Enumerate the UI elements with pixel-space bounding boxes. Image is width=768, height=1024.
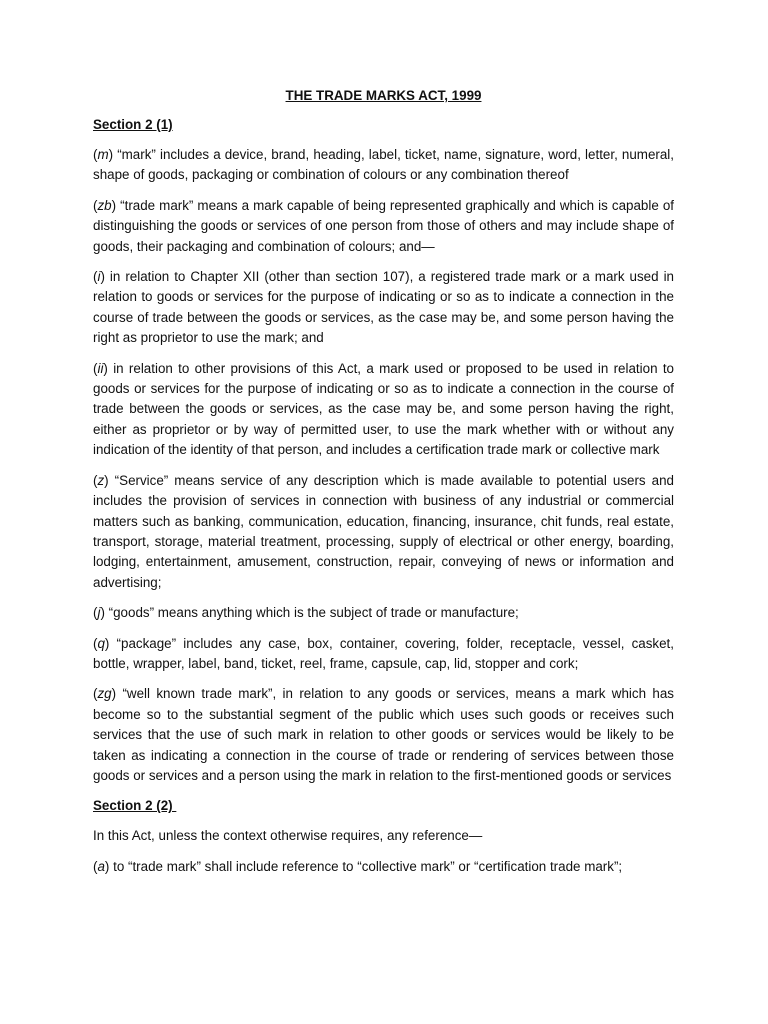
clause-a: (a) to “trade mark” shall include reference to “collective mark” or “certification trade mark”; bbox=[93, 858, 623, 874]
document-title: THE TRADE MARKS ACT, 1999 bbox=[285, 88, 482, 103]
clause-text: “Service” means service of any description which is made available to potential users and includes the provision of services in connection with business of any industrial or commercial matters such as banking, communication, education, financing, insurance, chit funds, real estate, transport, storage, material treatment, processing, supply of electrical or other energy, boarding, lodging, entertainment, amusement, construction, repair, conveying of news or information and advertising; bbox=[93, 472, 674, 590]
clause-j: (j) “goods” means anything which is the subject of trade or manufacture; bbox=[93, 605, 519, 621]
clause-i: (i) in relation to Chapter XII (other than section 107), a registered trade mark or a mark used in relation to goods or services for the purpose of indicating or so as to indicate a connection in the course of trade between the goods or services, as the case may be, and some person having the right as proprietor to use the mark; and bbox=[93, 269, 674, 346]
clause-text: in relation to Chapter XII (other than section 107), a registered trade mark or a mark used in relation to goods or services for the purpose of indicating or so as to indicate a connection in the course of trade between the goods or services, as the case may be, and some person having the right as proprietor to use the mark; and bbox=[93, 269, 674, 346]
clause-zb: (zb) “trade mark” means a mark capable of being represented graphically and which is capable of distinguishing the goods or services of one person from those of others and may include shape of goods, their packaging and combination of colours; and— bbox=[93, 197, 674, 254]
clause-letter: m bbox=[97, 147, 109, 162]
clause-text: to “trade mark” shall include reference to “collective mark” or “certification trade mark”; bbox=[109, 858, 623, 874]
document-page bbox=[93, 86, 674, 887]
clause-letter: a bbox=[97, 858, 105, 874]
clause-letter: zg bbox=[97, 686, 112, 702]
clause-letter: j bbox=[97, 605, 101, 621]
clause-letter: z bbox=[97, 472, 105, 488]
clause-letter: zb bbox=[97, 197, 112, 213]
clause-text: “well known trade mark”, in relation to any goods or services, means a mark which has become so to the substantial segment of the public which uses such goods or receives such services that the use of such mark in relation to other goods or services would be likely to be taken as indicating a connection in the course of trade or rendering of services between those goods or services and a person using the mark in relation to the first-mentioned goods or services bbox=[93, 686, 674, 783]
clause-ii: (ii) in relation to other provisions of this Act, a mark used or proposed to be used in relation to goods or services for the purpose of indicating or so as to indicate a connection in the course of trade between the goods or services, as the case may be, and some person having the right, either as proprietor or by way of permitted user, to use the mark whether with or without any indication of the identity of that person, and includes a certification trade mark or collective mark bbox=[93, 360, 674, 458]
section-heading-2-2: Section 2 (2) bbox=[93, 798, 177, 814]
clause-m: (m) “mark” includes a device, brand, heading, label, ticket, name, signature, word, letter, numeral, shape of goods, packaging or combination of colours or any combination thereof bbox=[93, 147, 674, 183]
clause-letter: q bbox=[97, 635, 105, 651]
clause-letter: i bbox=[97, 269, 101, 285]
clause-zg: (zg) “well known trade mark”, in relation to any goods or services, means a mark which has become so to the substantial segment of the public which uses such goods or receives such services that the use of such mark in relation to other goods or services would be likely to be taken as indicating a connection in the course of trade or rendering of services between those goods or services and a person using the mark in relation to the first-mentioned goods or services bbox=[93, 686, 674, 783]
clause-q: (q) “package” includes any case, box, container, covering, folder, receptacle, vessel, casket, bottle, wrapper, label, band, ticket, reel, frame, capsule, cap, lid, stopper and cork; bbox=[93, 635, 674, 671]
clause-letter: ii bbox=[97, 360, 104, 376]
clause-text: “mark” includes a device, brand, heading, label, ticket, name, signature, word, letter, numeral, shape of goods, packaging or combination of colours or any combination thereof bbox=[93, 147, 674, 183]
clause-z: (z) “Service” means service of any description which is made available to potential users and includes the provision of services in connection with business of any industrial or commercial matters such as banking, communication, education, financing, insurance, chit funds, real estate, transport, storage, material treatment, processing, supply of electrical or other energy, boarding, lodging, entertainment, amusement, construction, repair, conveying of news or information and advertising; bbox=[93, 472, 674, 590]
clause-text: “goods” means anything which is the subject of trade or manufacture; bbox=[104, 605, 519, 621]
clause-text: “package” includes any case, box, container, covering, folder, receptacle, vessel, casket, bottle, wrapper, label, band, ticket, reel, frame, capsule, cap, lid, stopper and cork; bbox=[93, 635, 674, 671]
section-heading-2-1: Section 2 (1) bbox=[93, 117, 173, 132]
clause-text: in relation to other provisions of this Act, a mark used or proposed to be used in relation to goods or services for the purpose of indicating or so as to indicate a connection in the course of trade between the goods or services, as the case may be, and some person having the right, either as proprietor or by way of permitted user, to use the mark whether with or without any indication of the identity of that person, and includes a certification trade mark or collective mark bbox=[93, 360, 674, 458]
section-intro: In this Act, unless the context otherwise requires, any reference— bbox=[93, 828, 483, 844]
clause-text: “trade mark” means a mark capable of being represented graphically and which is capable of distinguishing the goods or services of one person from those of others and may include shape of goods, their packaging and combination of colours; and— bbox=[93, 197, 674, 254]
